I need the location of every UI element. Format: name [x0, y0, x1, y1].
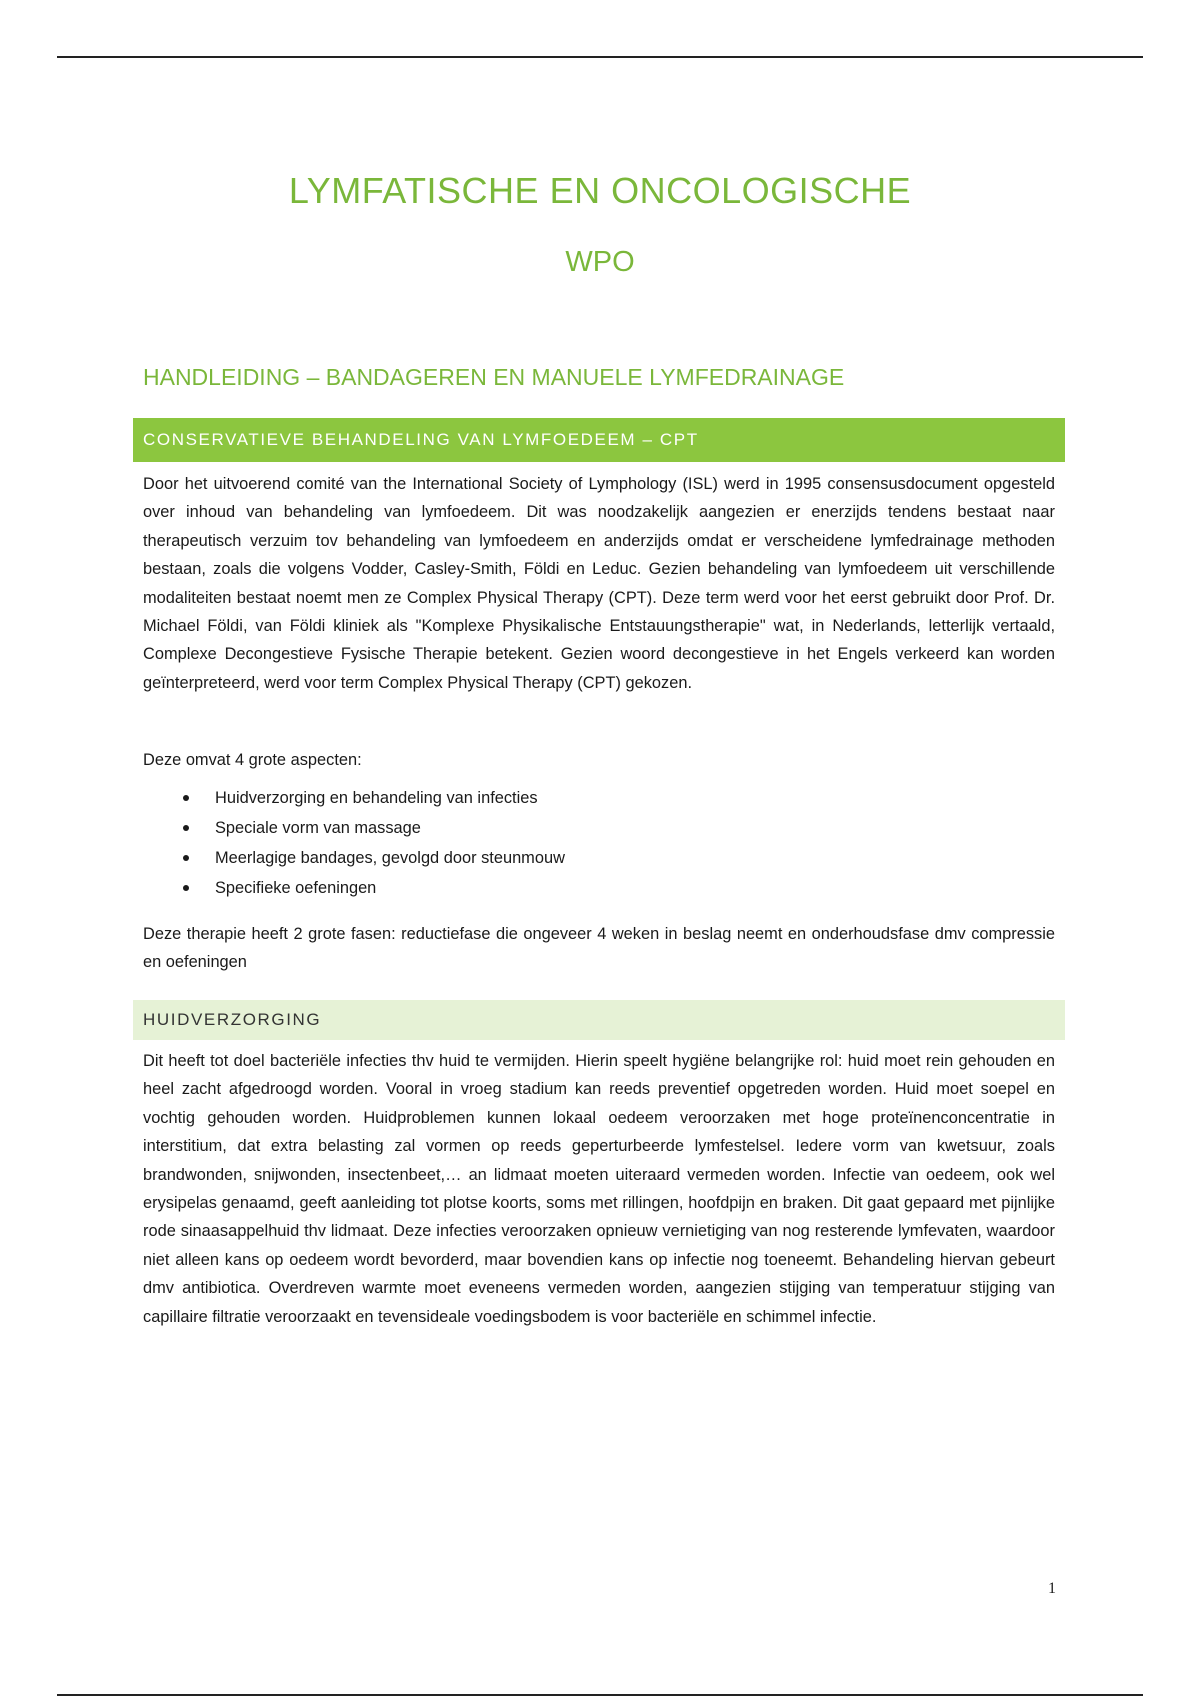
list-item-label: Specifieke oefeningen [215, 879, 377, 897]
bullet-icon [183, 795, 189, 801]
bullet-icon [183, 855, 189, 861]
aspects-intro: Deze omvat 4 grote aspecten: [143, 751, 362, 769]
section-heading: HANDLEIDING – BANDAGEREN EN MANUELE LYMFEDRAINAGE [143, 364, 845, 390]
heading-band-cpt [133, 418, 1065, 462]
list-item [143, 783, 1043, 813]
page-number: 1 [1048, 1580, 1056, 1597]
bullet-icon [183, 825, 189, 831]
skin-paragraph: Dit heeft tot doel bacteriële infecties thv huid te vermijden. Hierin speelt hygiëne belangrijke rol: huid moet rein gehouden en heel zacht afgedroogd worden. Vooral in vroeg stadium kan reeds preventief opgetreden worden. Huid moet soepel en vochtig gehouden worden. Huidproblemen kunnen lokaal oedeem veroorzaken met hoge proteïnenconcentratie in interstitium, dat extra belasting zal vormen op reeds geperturbeerde lymfestelsel. Iedere vorm van kwetsuur, zoals brandwonden, snijwonden, insectenbeet,… an lidmaat moeten uiteraard vermeden worden. Infectie van oedeem, ook wel erysipelas genaamd, geeft aanleiding tot plotse koorts, soms met rillingen, hoofdpijn en braken. Dit gaat gepaard met pijnlijke rode sinaasappelhuid thv lidmaat. Deze infecties veroorzaken opnieuw vernietiging van nog resterende lymfevaten, waardoor niet alleen kans op oedeem wordt bevorderd, maar bovendien kans op infectie nog toeneemt. Behandeling hiervan gebeurt dmv antibiotica. Overdreven warmte moet eveneens vermeden worden, aangezien stijging van temperatuur stijging van capillaire filtratie veroorzaakt en tevensideale voedingsbodem is voor bacteriële en schimmel infectie. [143, 1052, 1055, 1326]
list-item-label: Speciale vorm van massage [215, 819, 421, 837]
footer-rule [57, 1694, 1143, 1696]
header-rule [57, 56, 1143, 58]
intro-paragraph: Door het uitvoerend comité van the International Society of Lymphology (ISL) werd in 1995 consensusdocument opgesteld over inhoud van behandeling van lymfoedeem. Dit was noodzakelijk aangezien er enerzijds tendens bestaat naar therapeutisch verzuim tov behandeling van lymfoedeem en anderzijds omdat er verscheidene lymfedrainage methoden bestaan, zoals die volgens Vodder, Casley-Smith, Földi en Leduc. Gezien behandeling van lymfoedeem uit verschillende modaliteiten bestaat noemt men ze Complex Physical Therapy (CPT). Deze term werd voor het eerst gebruikt door Prof. Dr. Michael Földi, van Földi kliniek als "Komplexe Physikalische Entstauungstherapie" wat, in Nederlands, letterlijk vertaald, Complexe Decongestieve Fysische Therapie betekent. Gezien woord decongestieve in het Engels verkeerd kan worden geïnterpreteerd, werd voor term Complex Physical Therapy (CPT) gekozen. [143, 475, 1055, 692]
list-item-label: Meerlagige bandages, gevolgd door steunmouw [215, 849, 565, 867]
list-item [143, 873, 1043, 903]
list-item [143, 813, 1043, 843]
bullet-icon [183, 885, 189, 891]
heading-band-cpt-label: CONSERVATIEVE BEHANDELING VAN LYMFOEDEEM – CPT [143, 430, 699, 449]
document-title: LYMFATISCHE EN ONCOLOGISCHE [288, 170, 912, 211]
list-item-label: Huidverzorging en behandeling van infecties [215, 789, 538, 807]
phases-paragraph: Deze therapie heeft 2 grote fasen: reductiefase die ongeveer 4 weken in beslag neemt en onderhoudsfase dmv compressie en oefeningen [143, 925, 1055, 972]
document-subtitle: WPO [565, 246, 635, 278]
list-item [143, 843, 1043, 873]
aspects-list [143, 783, 1043, 903]
heading-band-skin-label: HUIDVERZORGING [143, 1010, 322, 1029]
heading-band-skin [133, 1000, 1065, 1040]
